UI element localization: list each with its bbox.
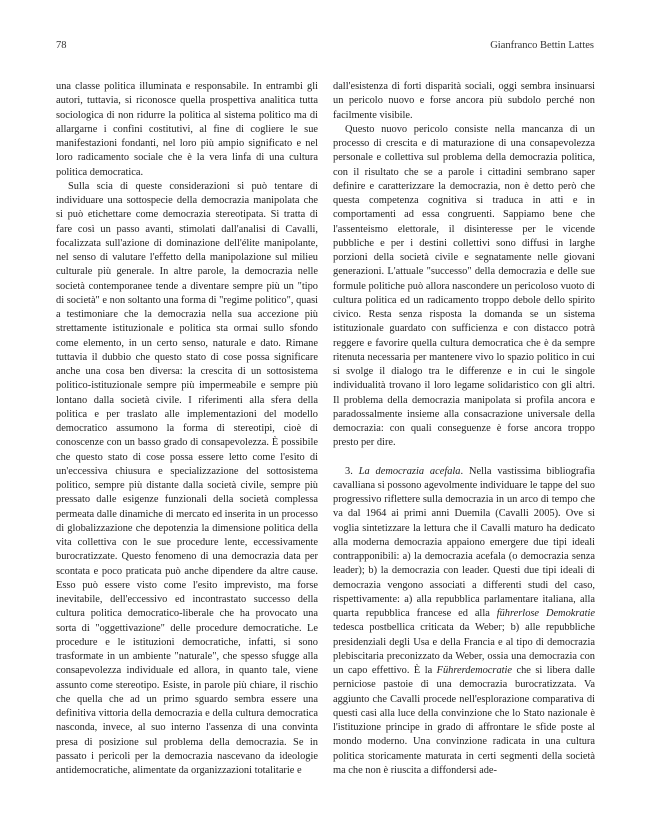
running-head-author: Gianfranco Bettin Lattes bbox=[490, 40, 594, 51]
left-column bbox=[56, 80, 318, 778]
paragraph-continued: una classe politica illuminata e responsabile. In entrambi gli autori, tuttavia, si riconosce quella prospettiva analitica tutta sociologica di non ridurre la politica al sistema politico ma di allargarne i confini costitutivi, al fine di cogliere le sue manifestazioni fondanti, nel loro più ampio significato e nel loro radicamento sociale che è la vera linfa di una cultura politica democratica. bbox=[56, 81, 318, 178]
italic-term: Führerdemocratie bbox=[436, 665, 513, 676]
paragraph-continued: dall'esistenza di forti disparità sociali, oggi sembra insinuarsi un pericolo nuovo e forse ancora più subdolo perché non facilmente visibile. bbox=[333, 81, 595, 121]
section-paragraph bbox=[333, 465, 595, 779]
paragraph: Questo nuovo pericolo consiste nella mancanza di un processo di crescita e di maturazione di una consapevolezza personale e collettiva sul problema della democrazia politica, con il risultato che se a parole i cittadini sembrano saper definire e caratterizzare la democrazia, non è detto però che questa competenza cognitiva si traduca in atti e in comportamenti ad essa congruenti. Sappiamo bene che l'assenteismo elettorale, il disinteresse per le vicende pubbliche e per i destini collettivi sono diffusi in larghe porzioni della società civile e segnatamente nelle giovani generazioni. L'attuale "successo" della democrazia e delle sue formule politiche può allora nascondere un pericoloso vuoto di cultura politica ed un radicamento troppo debole dello spirito civico. Resta senza risposta la domanda se un sistema istituzionale guardato con sufficienza e con distacco potrà reggere e favorire quella cultura democratica che è da sempre ritenuta necessaria per mantenere vivo lo spazio politico in cui si svolge il dialogo tra le differenze e in cui le singole individualità trovano il loro legame solidaristico con gli altri. Il problema della democrazia manipolata si profila ancora e paradossalmente insieme alla consacrazione universale della democrazia: con quali conseguenze è forse ancora troppo presto per dire. bbox=[333, 123, 595, 449]
section-text: . Nella vastissima bibliografia cavalliana si possono agevolmente individuare le tappe del suo progressivo riflettere sulla democrazia in un arco di tempo che va dal 1964 ai primi anni Duemila (Cavalli 2005). Ove si voglia sintetizzare la lettura che il Cavalli maturo ha dedicato alla moderna democrazia appaiono emergere due tipi ideali contrapponibili: a) la democrazia acefala (o democrazia senza leader); b) la democrazia con leader. Questi due tipi ideali di democrazia vengono associati a differenti studi del caso, rispettivamente: a) alla repubblica parlamentare italiana, alla quarta repubblica francese ed alla bbox=[333, 465, 595, 619]
page-header bbox=[56, 40, 594, 56]
italic-term: führerlose Demokratie bbox=[496, 608, 595, 619]
section-text: che si libera dalle perniciose pastoie di una democrazia burocratizzata. Va aggiunto che Cavalli procede nell'esplorazione comparativa di questi casi alla luce della convinzione che lo Stato nazionale è l'istituzione principe in grado di affrontare le sfide poste al mondo moderno. Una convinzione radicata in una cultura politica storicamente maturata in certi segmenti della società ma che non è riuscita a diffondersi ade- bbox=[333, 665, 595, 776]
section-number: 3. bbox=[345, 465, 353, 477]
paragraph: Sulla scia di queste considerazioni si può tentare di individuare una sottospecie della democrazia manipolata che si può etichettare come democrazia stereotipata. Si tratta di fare così un passo avanti, stimolati dall'analisi di Cavalli, focalizzata sull'azione di dominazione dell'élite manipolante, nel senso di valutare l'effetto della manipolazione sul milieu culturale più generale. In altre parole, la democrazia nelle società contemporanee tende a diventare sempre più un "tipo di società" e non soltanto una forma di "regime politico", quasi a testimoniare che la democrazia nella sua accezione più strettamente istituzionale e politica sta ormai sullo sfondo come elemento, in un certo senso, naturale e dato. Rimane tuttavia il dubbio che questo stato di cose possa significare anche una cosa ben diversa: la crescita di un sottosistema politico-istituzionale sempre più impermeabile e sempre più lontano dalla società civile. I riferimenti alla sfera della politica e per traslato alle implementazioni del modello democratico assumono la forma di stereotipi, cioè di conoscenze con un basso grado di consapevolezza. È possibile che questo stato di cose possa essere letto come l'esito di un'eccessiva chiusura e specializzazione del sottosistema politico, sempre più distante dalla società civile, sempre più pressato dalle esigenze funzionali della società complessa permeata dalle dinamiche di mercato ed inserita in un processo di globalizzazione che depotenzia la dimensione politica della vita collettiva con le sue procedure lente, eccessivamente burocratizzate. Questo fenomeno di una democrazia data per scontata e poco praticata può anche dipendere da altre cause. Esso può essere visto come l'esito imprevisto, ma forse inevitabile, dell'eccessivo ed incontrastato successo della cultura politica democratico-liberale che ha provocato una sorta di "oggettivazione" delle procedure democratiche. Le procedure e le istituzioni democratiche, infatti, si sono trasformate in un ambiente "naturale", che spesso sfugge alla consapevolezza individuale ed allora, in quanto tale, viene assunto come stereotipo. Esiste, in parole più chiare, il rischio che quella che ad un primo sguardo sembra essere una definitiva vittoria della democrazia e della cultura democratica nasconda, invece, al suo interno l'assenza di una convinta presa di posizione sul problema della democrazia. Se in passato i pericoli per la democrazia nascevano da ideologie antidemocratiche, alimentate da organizzazioni totalitarie e bbox=[56, 180, 318, 776]
right-column bbox=[333, 80, 595, 778]
section-title: La democrazia acefala bbox=[358, 465, 461, 477]
page-number: 78 bbox=[56, 40, 67, 51]
section-text: tedesca postbellica criticata da Weber; b) alle repubbliche presidenziali degli Usa e della Francia e al tipo di democrazia plebiscitaria preconizzato da Weber, ossia una democrazia con un capo effettivo. È la bbox=[333, 622, 595, 676]
